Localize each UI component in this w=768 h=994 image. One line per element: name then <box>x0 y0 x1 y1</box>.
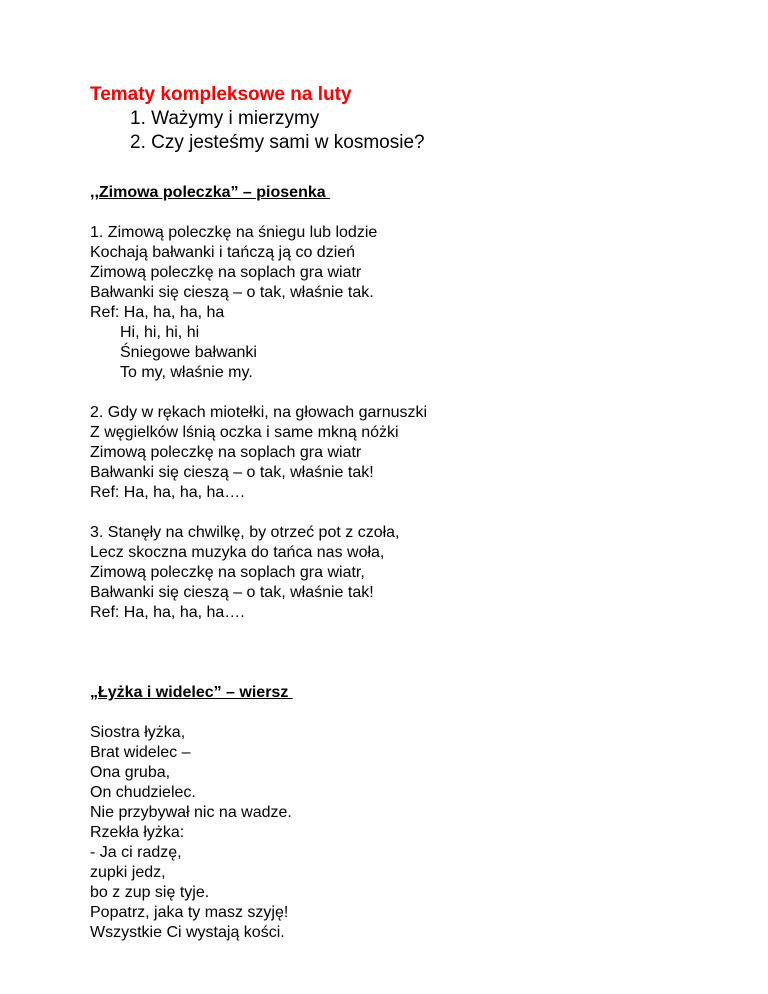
song-title: ,,Zimowa poleczka” – piosenka <box>90 184 331 201</box>
verse-line: Zimową poleczkę na soplach gra wiatr <box>90 264 362 281</box>
verse-line: Lecz skoczna muzyka do tańca nas woła, <box>90 544 385 561</box>
poem-line: Nie przybywał nic na wadze. <box>90 804 292 821</box>
verse-line: Bałwanki się cieszą – o tak, właśnie tak! <box>90 464 374 481</box>
song-stanza-3 <box>90 523 730 623</box>
verse-line: 2. Gdy w rękach miotełki, na głowach garnuszki <box>90 404 428 421</box>
verse-line: 1. Zimową poleczkę na śniegu lub lodzie <box>90 224 378 241</box>
poem-line: Brat widelec – <box>90 744 191 761</box>
verse-line: Bałwanki się cieszą – o tak, właśnie tak. <box>90 284 374 301</box>
poem-title: „Łyżka i widelec” – wiersz <box>90 684 293 701</box>
poem-line: On chudzielec. <box>90 784 196 801</box>
poem-line: Rzekła łyżka: <box>90 824 185 841</box>
page-title: Tematy kompleksowe na luty <box>90 84 352 105</box>
poem-line: - Ja ci radzę, <box>90 844 182 861</box>
topic-item: 1. Ważymy i mierzymy <box>130 108 320 129</box>
poem-line: Wszystkie Ci wystają kości. <box>90 924 285 941</box>
verse-line: Zimową poleczkę na soplach gra wiatr, <box>90 564 365 581</box>
poem-line: Ona gruba, <box>90 764 171 781</box>
document-page <box>90 83 730 943</box>
topic-list <box>90 107 730 155</box>
poem-line: zupki jedz, <box>90 864 166 881</box>
poem-line: Popatrz, jaka ty masz szyję! <box>90 904 289 921</box>
verse-line: Bałwanki się cieszą – o tak, właśnie tak! <box>90 584 374 601</box>
poem-line: bo z zup się tyje. <box>90 884 210 901</box>
refrain-line: Hi, hi, hi, hi <box>120 324 200 341</box>
verse-line: Ref: Ha, ha, ha, ha <box>90 304 225 321</box>
verse-line: Zimową poleczkę na soplach gra wiatr <box>90 444 362 461</box>
verse-line: Z węgielków lśnią oczka i same mkną nóżki <box>90 424 399 441</box>
poem-body <box>90 723 730 943</box>
refrain-line: Śniegowe bałwanki <box>120 344 257 361</box>
verse-line: Ref: Ha, ha, ha, ha…. <box>90 484 245 501</box>
verse-line: Ref: Ha, ha, ha, ha…. <box>90 604 245 621</box>
poem-line: Siostra łyżka, <box>90 724 186 741</box>
verse-line: Kochają bałwanki i tańczą ją co dzień <box>90 244 356 261</box>
refrain-line: To my, właśnie my. <box>120 364 253 381</box>
topic-item: 2. Czy jesteśmy sami w kosmosie? <box>130 132 425 153</box>
song-stanza-2 <box>90 403 730 503</box>
verse-line: 3. Stanęły na chwilkę, by otrzeć pot z czoła, <box>90 524 400 541</box>
song-stanza-1 <box>90 223 730 383</box>
